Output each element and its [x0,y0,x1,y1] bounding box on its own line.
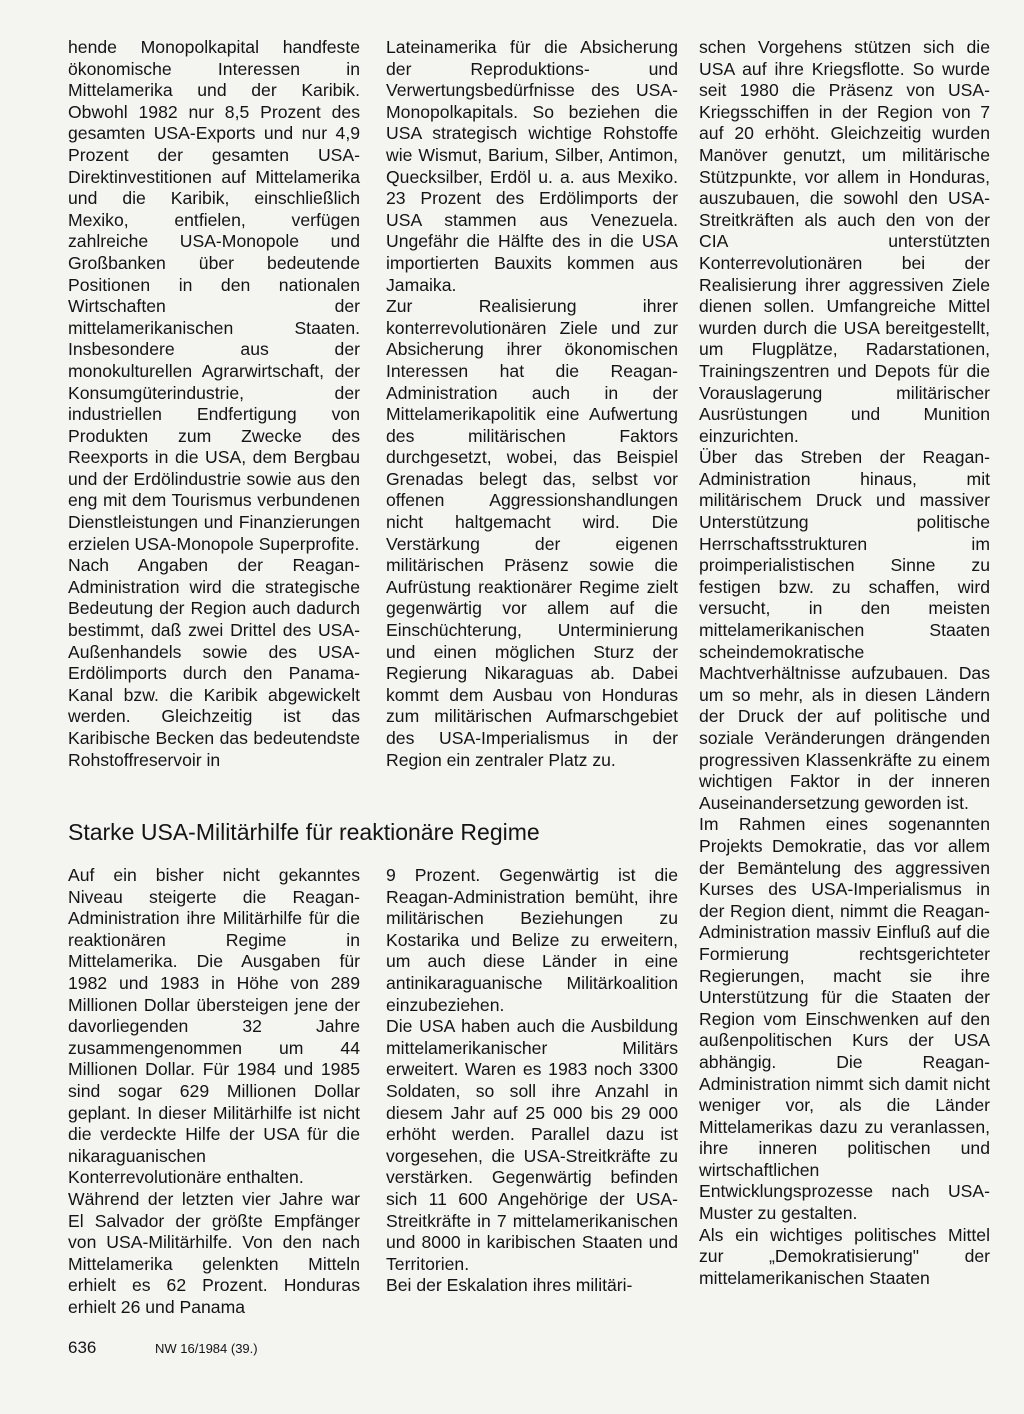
paragraph: Lateinamerika für die Absicherung der Reproduktions- und Verwertungsbedürfnisse des USA-Monopolkapitals. So beziehen die USA strategisch wichtige Rohstoffe wie Wismut, Barium, Silber, Antimon, Quecksilber, Erdöl u. a. aus Mexiko. 23 Prozent des Erdölimports der USA stammen aus Venezuela. Ungefähr die Hälfte des in die USA importierten Bauxits kommen aus Jamaika. [386,37,678,295]
paragraph: Auf ein bisher nicht gekanntes Niveau steigerte die Reagan-Administration ihre Militärhilfe für die reaktionären Regime in Mittelamerika. Die Ausgaben für 1982 und 1983 in Höhe von 289 Millionen Dollar übersteigen jene der davorliegenden 32 Jahre zusammengenommen um 44 Millionen Dollar. Für 1984 und 1985 sind sogar 629 Millionen Dollar geplant. In dieser Militärhilfe ist nicht die verdeckte Hilfe der USA für die nikaraguanischen Konterrevolutionäre enthalten. [68,865,360,1188]
column-top-middle [386,37,678,771]
paragraph: Die USA haben auch die Ausbildung mittelamerikanischer Militärs erweitert. Waren es 1983 noch 3300 Soldaten, so soll ihre Anzahl in diesem Jahr auf 25 000 bis 29 000 erhöht werden. Parallel dazu ist vorgesehen, die USA-Streitkräfte zu verstärken. Gegenwärtig befinden sich 11 600 Angehörige der USA-Streitkräfte in 7 mittelamerikanischen und 8000 in karibischen Staaten und Territorien. [386,1016,678,1274]
paragraph: Über das Streben der Reagan-Administration hinaus, mit militärischem Druck und massiver Unterstützung politische Herrschaftsstrukturen im proimperialistischen Sinne zu festigen bzw. zu schaffen, wird versucht, in den meisten mittelamerikanischen Staaten scheindemokratische Machtverhältnisse aufzubauen. Das um so mehr, als in diesen Ländern der Druck der auf politische und soziale Veränderungen drängenden progressiven Klassenkräfte zu einem wichtigen Faktor in der inneren Auseinandersetzung geworden ist. [699,447,990,813]
column-bottom-middle [386,865,678,1297]
column-bottom-left [68,865,360,1318]
page-number: 636 [68,1338,97,1357]
paragraph: Im Rahmen eines sogenannten Projekts Demokratie, das vor allem der Bemäntelung des aggressiven Kurses des USA-Imperialismus in der Region dient, nimmt die Reagan-Administration massiv Einfluß auf die Formierung rechtsgerichteter Regierungen, macht sie ihre Unterstützung für die Staaten der Region vom Einschwenken auf den außenpolitischen Kurs der USA abhängig. Die Reagan-Administration nimmt sich damit nicht weniger vor, als die Länder Mittelamerikas dazu zu veranlassen, ihre inneren politischen und wirtschaftlichen Entwicklungsprozesse nach USA-Muster zu gestalten. [699,814,990,1224]
paragraph: schen Vorgehens stützen sich die USA auf ihre Kriegsflotte. So wurde seit 1980 die Präsenz von USA-Kriegsschiffen in der Region von 7 auf 20 erhöht. Gleichzeitig wurden Manöver genutzt, um militärische Stützpunkte, vor allem in Honduras, auszubauen, die sowohl den USA-Streitkräften als auch den von der CIA unterstützten Konterrevolutionären bei der Realisierung ihrer aggressiven Ziele dienen sollen. Umfangreiche Mittel wurden durch die USA bereitgestellt, um Flugplätze, Radarstationen, Trainingszentren und Depots für die Vorauslagerung militärischer Ausrüstungen und Munition einzurichten. [699,37,990,446]
paragraph: Bei der Eskalation ihres militäri- [386,1275,633,1296]
column-top-left [68,37,360,771]
paragraph: Als ein wichtiges politisches Mittel zur „Demokratisierung" der mittelamerikanischen Staaten [699,1224,990,1288]
section-heading: Starke USA-Militärhilfe für reaktionäre Regime [68,819,540,845]
column-right [699,37,990,1289]
issue-info: NW 16/1984 (39.) [155,1341,258,1356]
paragraph: 9 Prozent. Gegenwärtig ist die Reagan-Administration bemüht, ihre militärischen Beziehungen zu Kostarika und Belize zu erweitern, um auch diese Länder in eine antinikaraguanische Militärkoalition einzubeziehen. [386,865,678,1015]
paragraph: Nach Angaben der Reagan-Administration wird die strategische Bedeutung der Region auch dadurch bestimmt, daß zwei Drittel des USA-Außenhandels sowie des USA-Erdölimports durch den Panama-Kanal bzw. die Karibik abgewickelt werden. Gleichzeitig ist das Karibische Becken das bedeutendste Rohstoffreservoir in [68,555,360,770]
paragraph: Zur Realisierung ihrer konterrevolutionären Ziele und zur Absicherung ihrer ökonomischen Interessen hat die Reagan-Administration auch in der Mittelamerikapolitik eine Aufwertung des militärischen Faktors durchgesetzt, wobei, das Beispiel Grenadas belegt das, selbst vor offenen Aggressionshandlungen nicht haltgemacht wird. Die Verstärkung der eigenen militärischen Präsenz sowie die Aufrüstung reaktionärer Regime zielt gegenwärtig vor allem auf die Einschüchterung, Unterminierung und einen möglichen Sturz der Regierung Nikaraguas ab. Dabei kommt dem Ausbau von Honduras zum militärischen Aufmarschgebiet des USA-Imperialismus in der Region ein zentraler Platz zu. [386,296,678,770]
paragraph: Während der letzten vier Jahre war El Salvador der größte Empfänger von USA-Militärhilfe. Von den nach Mittelamerika gelenkten Mitteln erhielt es 62 Prozent. Honduras erhielt 26 und Panama [68,1188,360,1317]
paragraph: hende Monopolkapital handfeste ökonomische Interessen in Mittelamerika und der Karibik. Obwohl 1982 nur 8,5 Prozent des gesamten USA-Exports und nur 4,9 Prozent der gesamten USA-Direktinvestitionen auf Mittelamerika und die Karibik, einschließlich Mexiko, entfielen, verfügen zahlreiche USA-Monopole und Großbanken über bedeutende Positionen in den nationalen Wirtschaften der mittelamerikanischen Staaten. Insbesondere aus der monokulturellen Agrarwirtschaft, der Konsumgüterindustrie, der industriellen Endfertigung von Produkten zum Zwecke des Reexports in die USA, dem Bergbau und der Erdölindustrie sowie aus den eng mit dem Tourismus verbundenen Dienstleistungen und Finanzierungen erzielen USA-Monopole Superprofite. [68,37,360,554]
